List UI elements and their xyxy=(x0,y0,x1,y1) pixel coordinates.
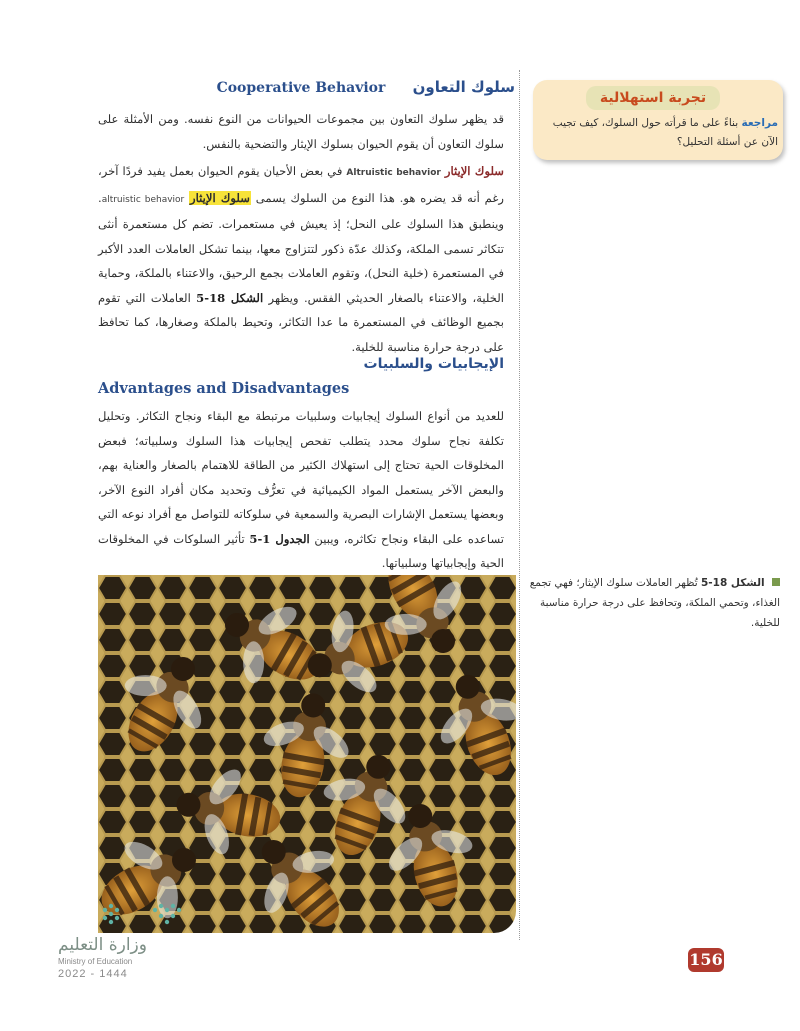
paragraph-altruistic xyxy=(98,159,504,359)
paragraph-text: للعديد من أنواع السلوك إيجابيات وسلبيات مرتبطة مع البقاء ونجاح التكاثر. وتحليل تكلفة نجاح سلوك محدد يتطلب تفحص إيجابيات هذا السلوك وسلبياته؛ فبعض المخلوقات الحية تحتاج إلى استهلاك الكثير من الطاقة للاهتمام بالصغار والعناية بهم، والبعض الآخر يستعمل المواد الكيميائية في تعرُّف وتحديد مكان أفراد النوع الآخر، وبعضها يستعمل الإشارات البصرية والسمعية في سلوكاته للتواصل مع أفراد نوعه التي تساعده على البقاء ونجاح تكاثره، ويبين xyxy=(98,409,505,546)
section-title-ar: سلوك التعاون xyxy=(412,78,515,96)
launch-lab-label: مراجعة xyxy=(741,117,778,129)
launch-lab-question: بناءً على ما قرأته حول السلوك، كيف تجيب الآن عن أسئلة التحليل؟ xyxy=(552,117,778,148)
figure-caption xyxy=(528,573,780,633)
paragraph-text: . وينطبق هذا السلوك على النحل؛ إذ يعيش في مستعمرات. تضم كل مستعمرة أنثى تتكاثر تسمى الملكة، وكذلك عدّة ذكور لتتزاوج معها، بينما تشكل العاملات العدد الأكبر في المستعمرة (خلية النحل)، وتقوم العاملات بجمع الرحيق، والاعتناء بالملكة، وحماية الخلية، والاعتناء بالصغار الحديثي الفقس. ويظهر xyxy=(98,190,504,305)
paragraph-text: العاملات التي تقوم بجميع الوظائف في المستعمرة ما عدا التكاثر، وتحيط بالملكة وصغارها، كما تحافظ على درجة حرارة مناسبة للخلية. xyxy=(98,290,504,354)
ministry-name-en: Ministry of Education xyxy=(58,957,133,966)
key-term-ar: سلوك الإيثار xyxy=(444,164,504,178)
bees-photo xyxy=(98,575,516,933)
section-title-en: Cooperative Behavior xyxy=(216,80,386,96)
section-title xyxy=(217,78,515,96)
caption-figure-ref: الشكل 18-5 xyxy=(700,577,765,589)
vocab-en: altruistic behavior xyxy=(101,194,185,205)
launch-lab-text xyxy=(540,114,778,152)
key-term-en: Altruistic behavior xyxy=(346,168,441,178)
paragraph-text: قد يظهر سلوك التعاون بين مجموعات الحيوانات من النوع نفسه. ومن الأمثلة على سلوك التعاون أن يقوم الحيوان بسلوك الإيثار والتضحية بالنفس. xyxy=(98,112,504,151)
caption-marker-icon xyxy=(772,578,780,586)
page-number: 156 xyxy=(688,948,724,972)
highlighted-term: سلوك الإيثار xyxy=(190,190,250,205)
subsection-title-en: Advantages and Disadvantages xyxy=(98,380,350,397)
subsection-title-ar: الإيجابيات والسلبيات xyxy=(363,356,504,372)
bees-photo-illustration xyxy=(98,575,516,933)
paragraph-text: تأثير السلوكات في المخلوقات الحية وإيجابياتها وسلبياتها. xyxy=(98,531,504,570)
ministry-logo-icon xyxy=(99,900,189,928)
column-divider xyxy=(519,70,520,940)
caption-text: تُظهر العاملات سلوك الإيثار؛ فهي تجمع الغذاء، وتحمي الملكة، وتحافظ على درجة حرارة مناسبة للخلية. xyxy=(529,577,780,629)
launch-lab-title: تجربة استهلالية xyxy=(586,86,720,110)
paragraph-text: في بعض الأحيان يقوم الحيوان بعمل يفيد فردًا آخر، رغم أنه قد يضره هو. هذا النوع من السلوك يسمى xyxy=(98,164,504,205)
paragraph-advantages xyxy=(98,404,504,576)
table-reference[interactable]: الجدول 1-5 xyxy=(249,531,310,546)
figure-reference[interactable]: الشكل 18-5 xyxy=(196,290,264,305)
paragraph-cooperative xyxy=(98,107,504,156)
edition-year: 2022 - 1444 xyxy=(58,968,128,980)
ministry-name-ar: وزارة التعليم xyxy=(58,935,147,955)
